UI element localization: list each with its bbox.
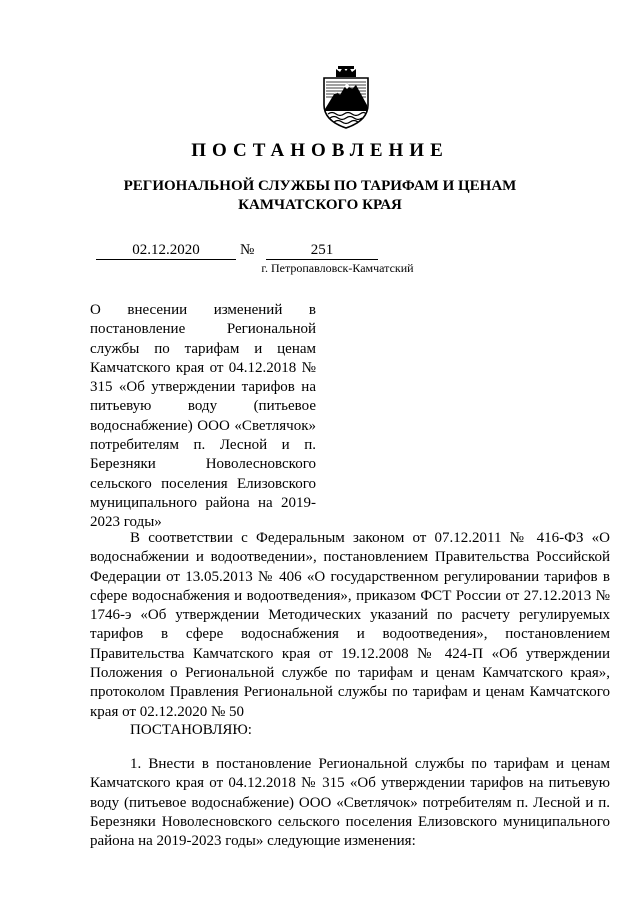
clause-1-paragraph: 1. Внести в постановление Региональной службы по тарифам и ценам Камчатского края от 04.12.2018 № 315 «Об утверждении тарифов на питьевую воду (питьевое водоснабжение) ООО «Светлячок» потребителям п. Лесной и п. Березняки Новолесновского сельского поселения Елизовского муниципального района на 2019-2023 годы» следующие изменения:	[90, 756, 610, 850]
date-underline	[96, 259, 236, 260]
authority-line-2: КАМЧАТСКОГО КРАЯ	[238, 197, 402, 213]
issuing-authority	[0, 177, 640, 215]
document-type-title: ПОСТАНОВЛЕНИЕ	[191, 140, 449, 161]
kamchatka-coat-of-arms-icon	[318, 65, 374, 129]
number-underline	[266, 259, 378, 260]
document-subject: О внесении изменений в постановление Региональной службы по тарифам и ценам Камчатского края от 04.12.2018 № 315 «Об утверждении тарифов на питьевую воду (питьевое водоснабжение) ООО «Светлячок» потребителям п. Лесной и п. Березняки Новолесновского сельского поселения Елизовского муниципального района на 2019-2023 годы»	[90, 302, 316, 531]
resolve-heading: ПОСТАНОВЛЯЮ:	[130, 722, 252, 738]
issuing-city: г. Петропавловск-Камчатский	[261, 261, 414, 275]
authority-line-1: РЕГИОНАЛЬНОЙ СЛУЖБЫ ПО ТАРИФАМ И ЦЕНАМ	[123, 178, 517, 194]
document-number: 251	[310, 242, 334, 258]
preamble-paragraph: В соответствии с Федеральным законом от 07.12.2011 № 416-ФЗ «О водоснабжении и водоотведении», постановлением Правительства Российской Федерации от 13.05.2013 № 406 «О государственном регулировании тарифов в сфере водоснабжения и водоотведения», приказом ФСТ России от 27.12.2013 № 1746-э «Об утверждении Методических указаний по расчету регулируемых тарифов в сфере водоснабжения и водоотведения», постановлением Правительства Камчатского края от 19.12.2008 № 424-П «Об утверждении Положения о Региональной службе по тарифам и ценам Камчатского края», протоколом Правления Региональной службы по тарифам и ценам Камчатского края от 02.12.2020 № 50	[90, 530, 610, 720]
number-sign: №	[240, 242, 255, 258]
document-date: 02.12.2020	[132, 242, 200, 258]
